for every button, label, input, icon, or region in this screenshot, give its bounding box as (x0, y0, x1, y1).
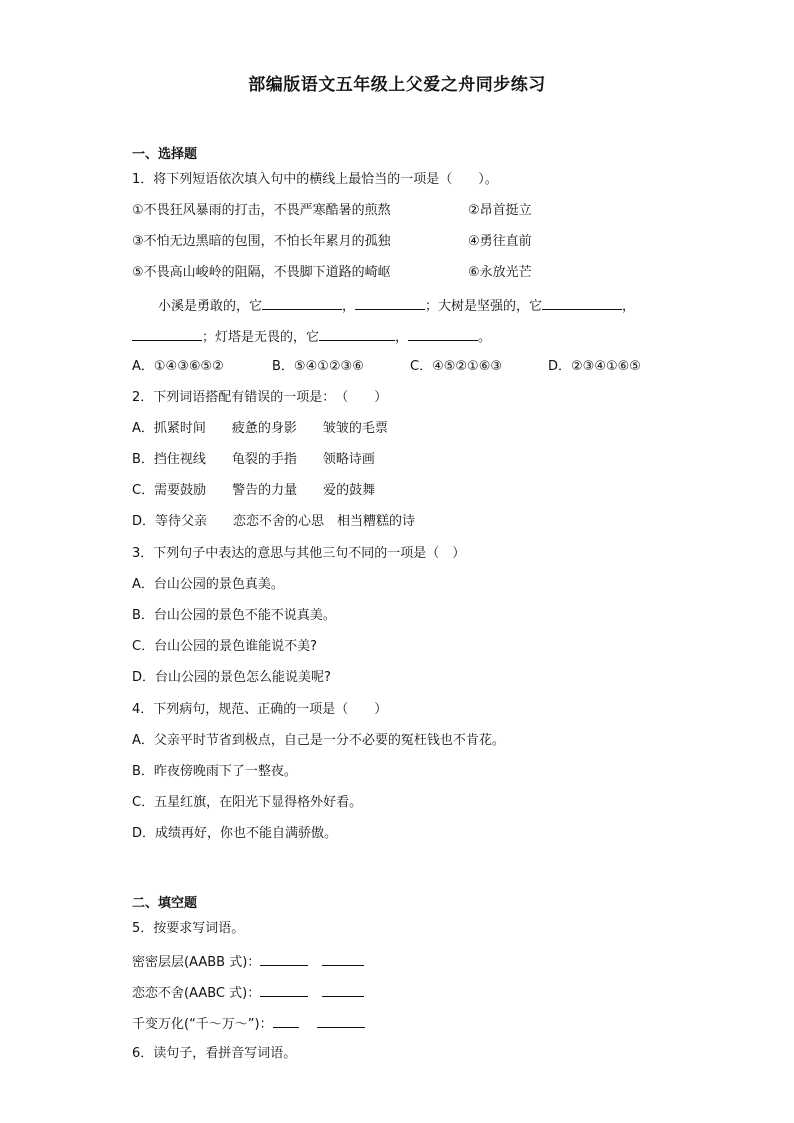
question-4-stem: 4．下列病句，规范、正确的一项是（ ） (132, 702, 388, 717)
q1-end: 。 (478, 330, 492, 345)
q1-blank-4[interactable] (132, 328, 202, 341)
question-6-stem: 6．读句子，看拼音写词语。 (132, 1046, 297, 1061)
q5-row-3 (132, 1015, 365, 1033)
section-heading-fill: 二、填空题 (132, 896, 198, 911)
q2-option-d[interactable]: D．等待父亲 恋恋不舍的心思 相当糟糕的诗 (132, 514, 416, 529)
q1-item-left-3: ⑤不畏高山峻岭的阻隔，不畏脚下道路的崎岖 (132, 265, 391, 280)
q1-blank-6[interactable] (408, 328, 478, 341)
q1-sentence-line-2 (132, 328, 491, 346)
q1-sep-1: ， (342, 299, 356, 314)
q5-row-3-blank-2[interactable] (317, 1015, 365, 1028)
q5-row-3-blank-1[interactable] (273, 1015, 299, 1028)
q1-item-left-1: ①不畏狂风暴雨的打击，不畏严寒酷暑的煎熬 (132, 203, 391, 218)
q3-option-b[interactable]: B．台山公园的景色不能不说真美。 (132, 608, 336, 623)
q1-sentence-text-a: 小溪是勇敢的，它 (158, 299, 263, 314)
q5-row-1-blank-1[interactable] (260, 953, 308, 966)
q1-blank-1[interactable] (262, 297, 342, 310)
q2-option-c[interactable]: C．需要鼓励 警告的力量 爱的鼓舞 (132, 483, 376, 498)
q5-row-3-label: 千变万化(“千～万～”)： (132, 1017, 273, 1032)
q1-item-right-1: ②昂首挺立 (468, 203, 532, 218)
q3-option-c[interactable]: C．台山公园的景色谁能说不美? (132, 639, 317, 654)
q1-sep-2: ；大树是坚强的，它 (425, 299, 543, 314)
q5-row-1-blank-2[interactable] (322, 953, 364, 966)
q4-option-d[interactable]: D．成绩再好，你也不能自满骄傲。 (132, 826, 338, 841)
q4-option-b[interactable]: B．昨夜傍晚雨下了一整夜。 (132, 764, 297, 779)
q4-option-a[interactable]: A．父亲平时节省到极点，自己是一分不必要的冤枉钱也不肯花。 (132, 733, 505, 748)
q1-sentence-line-1 (158, 297, 635, 315)
q5-row-2-blank-1[interactable] (260, 984, 308, 997)
q3-option-d[interactable]: D．台山公园的景色怎么能说美呢? (132, 670, 331, 685)
q1-blank-3[interactable] (542, 297, 622, 310)
q1-sep-3: ， (622, 299, 636, 314)
q4-option-c[interactable]: C．五星红旗，在阳光下显得格外好看。 (132, 795, 363, 810)
section-heading-choice: 一、选择题 (132, 147, 198, 162)
page-title: 部编版语文五年级上父爱之舟同步练习 (248, 75, 546, 95)
q1-sep-4: ， (395, 330, 409, 345)
q1-item-right-3: ⑥永放光芒 (468, 265, 532, 280)
q1-item-right-2: ④勇往直前 (468, 234, 532, 249)
q1-blank-5[interactable] (319, 328, 395, 341)
q5-row-1 (132, 953, 364, 971)
question-5-stem: 5．按要求写词语。 (132, 921, 245, 936)
q5-row-2-blank-2[interactable] (322, 984, 364, 997)
q5-row-2-label: 恋恋不舍(AABC 式)： (132, 986, 261, 1001)
question-3-stem: 3．下列句子中表达的意思与其他三句不同的一项是（ ） (132, 546, 466, 561)
q1-option-a[interactable]: A．①④③⑥⑤② (132, 359, 224, 374)
q1-item-left-2: ③不怕无边黑暗的包围，不怕长年累月的孤独 (132, 234, 391, 249)
q2-option-a[interactable]: A．抓紧时间 疲惫的身影 皱皱的毛票 (132, 421, 388, 436)
question-2-stem: 2．下列词语搭配有错误的一项是： （ ） (132, 390, 388, 405)
q5-row-1-label: 密密层层(AABB 式)： (132, 955, 261, 970)
q1-option-b[interactable]: B．⑤④①②③⑥ (272, 359, 364, 374)
q1-sentence-text-b: ；灯塔是无畏的，它 (202, 330, 320, 345)
q3-option-a[interactable]: A．台山公园的景色真美。 (132, 577, 284, 592)
q2-option-b[interactable]: B．挡住视线 龟裂的手指 领略诗画 (132, 452, 375, 467)
q1-blank-2[interactable] (355, 297, 425, 310)
q1-option-c[interactable]: C．④⑤②①⑥③ (410, 359, 503, 374)
question-1-stem: 1．将下列短语依次填入句中的横线上最恰当的一项是（ ）。 (132, 172, 498, 187)
q1-option-d[interactable]: D．②③④①⑥⑤ (548, 359, 641, 374)
q5-row-2 (132, 984, 364, 1002)
